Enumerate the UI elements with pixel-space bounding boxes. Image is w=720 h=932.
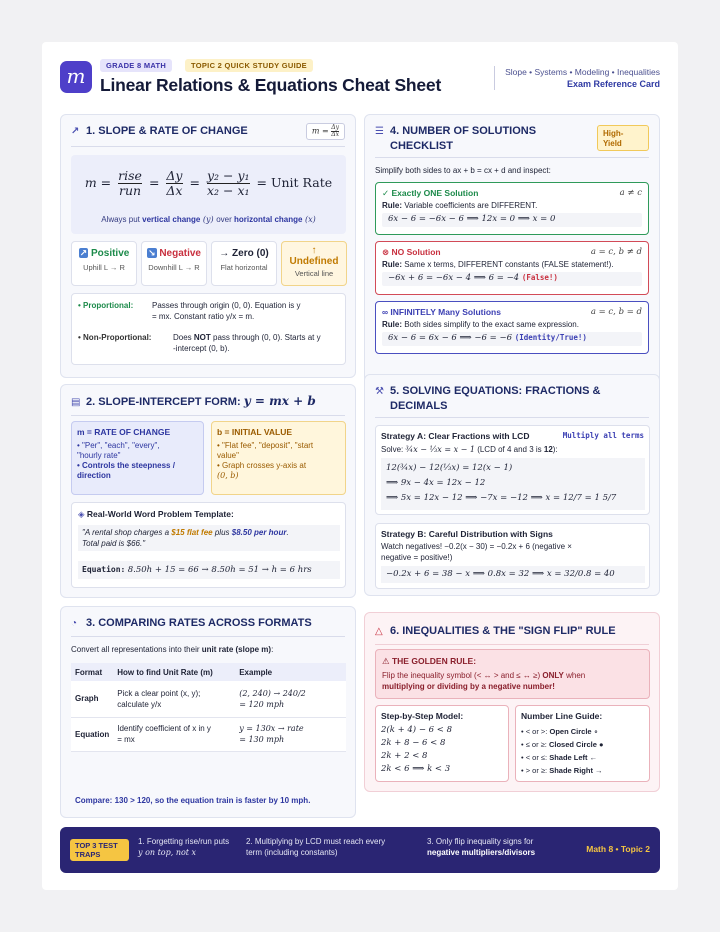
- strategy-a-steps: 12(¾x) − 12(⅓x) = 12(x − 1) ⟹ 9x − 4x = 12x − 12 ⟹ 5x = 12x − 12 ⟹ −7x = −12 ⟹ x = 12/7 = 1 5/7: [381, 458, 645, 510]
- m-definition-box: [71, 421, 204, 495]
- section-slope: [60, 114, 356, 378]
- header-topics: [494, 66, 660, 90]
- proportional-label: • Proportional:: [78, 301, 134, 310]
- strategy-a-box: [375, 425, 650, 515]
- infinite-solutions-box: ∞ INFINITELY Many Solutions a = c, b = d Rule: Both sides simplify to the exact same expression. 6x − 6 = 6x − 6 ⟹ −6 = −6 (Identity/True!): [375, 301, 649, 354]
- footer-tag: Math 8 • Topic 2: [586, 844, 650, 854]
- number-line-items: • < or >: Open Circle ∘ • ≤ or ≥: Closed Circle ● • < or ≤: Shade Left ← • > or ≥: Shade Right →: [521, 727, 604, 775]
- divider: [375, 644, 649, 645]
- table-row: Graph Pick a clear point (x, y); calculate y/x (2, 240) → 240/2 = 120 mph: [71, 681, 346, 717]
- formula-note: Always put vertical change (y) over horizontal change (x): [101, 215, 316, 224]
- logo-icon: m: [60, 61, 92, 93]
- step-model-box: [375, 705, 509, 782]
- proportional-text: Passes through origin (0, 0). Equation is y = mx. Constant ratio y/x = m.: [152, 301, 301, 321]
- m-head: m = RATE OF CHANGE: [77, 427, 171, 437]
- m-items: • "Per", "each", "every", "hourly rate" • Controls the steepness / direction: [77, 441, 175, 480]
- number-line-guide-box: [515, 705, 650, 782]
- traps-badge: TOP 3 TEST TRAPS: [70, 839, 129, 861]
- layers-icon: ☰: [375, 126, 384, 137]
- check-icon: ✓ Exactly ONE Solution: [382, 188, 479, 198]
- section-title: ↗ 1. SLOPE & RATE OF CHANGE: [71, 125, 248, 137]
- slope-card-negative: ↘ Negative Downhill L → R: [141, 241, 207, 286]
- b-items: • "Flat fee", "deposit", "start value" • Graph crosses y-axis at (0, b): [217, 441, 314, 480]
- trap-1: 1. Forgetting rise/run puts y on top, not x: [138, 837, 230, 857]
- section-title: ◔ 3. COMPARING RATES ACROSS FORMATS: [71, 617, 312, 629]
- high-yield-badge: High- Yield: [597, 125, 649, 151]
- section-solving-equations: [364, 374, 660, 596]
- strategy-a-solve: Solve: ¾x − ⅓x = x − 1 (LCD of 4 and 3 is 12):: [381, 445, 558, 454]
- tag-icon: ◈: [78, 509, 85, 519]
- trap-3: 3. Only flip inequality signs for negative multipliers/divisors: [427, 837, 536, 857]
- step-model-title: Step-by-Step Model:: [381, 711, 464, 721]
- divider: [71, 415, 345, 416]
- rates-table: [71, 663, 346, 752]
- slope-card-undefined: ↑ Undefined Vertical line: [281, 241, 347, 286]
- section-title: △ 6. INEQUALITIES & THE "SIGN FLIP" RULE: [375, 625, 616, 637]
- trap-2: 2. Multiplying by LCD must reach every term (including constants): [246, 837, 386, 857]
- right-arrow-icon: →: [219, 248, 230, 259]
- section-comparing-rates: [60, 606, 356, 818]
- section-number-of-solutions: [364, 114, 660, 410]
- strategy-a-tag: Multiply all terms: [562, 431, 644, 440]
- word-problem-box: [71, 502, 346, 588]
- strategy-b-box: [375, 523, 650, 589]
- table-row: Equation Identify coefficient of x in y = mx y = 130x → rate = 130 mph: [71, 717, 346, 751]
- table-header-row: Format How to find Unit Rate (m) Example: [71, 663, 346, 681]
- divider: [375, 417, 649, 418]
- golden-rule-text: Flip the inequality symbol (< ↔ > and ≤ ↔ ≥) ONLY when multiplying or dividing by a negative number!: [382, 671, 586, 691]
- slope-card-positive: ↗ Positive Uphill L → R: [71, 241, 137, 286]
- strategy-b-title: Strategy B: Careful Distribution with Signs: [381, 529, 553, 539]
- downhill-arrow-icon: ↘: [147, 248, 156, 258]
- slope-tag: m = $\frac{\Delta y}{\Delta x}$: [306, 123, 345, 140]
- word-problem-title: ◈ Real-World Word Problem Template:: [78, 509, 234, 519]
- non-proportional-label: • Non-Proportional:: [78, 333, 152, 342]
- uphill-arrow-icon: ↗: [79, 248, 88, 258]
- slope-formula: m = $\frac{\text{rise}}{\text{run}}$ = $\frac{\Delta y}{\Delta x}$ = $\frac{\text{y₂ − y₁}}{\text{x₂ − x₁}}$ = Unit Rate: [84, 168, 333, 198]
- warning-triangle-icon: △: [375, 626, 383, 637]
- rates-intro: Convert all representations into their unit rate (slope m):: [71, 645, 274, 654]
- cheat-sheet-page: [42, 42, 678, 890]
- divider: [71, 146, 345, 147]
- strategy-b-text: Watch negatives! −0.2(x − 30) = −0.2x + 6 (negative × negative = positive!): [381, 542, 572, 562]
- solutions-intro: Simplify both sides to ax + b = cx + d and inspect:: [375, 166, 551, 175]
- word-problem-equation: Equation: 8.50h + 15 = 66 → 8.50h = 51 → h = 6 hrs: [78, 561, 340, 579]
- divider: [71, 636, 345, 637]
- step-model-lines: 2(k + 4) − 6 < 8 2k + 8 − 6 < 8 2k + 2 < 8 2k < 6 ⟹ k < 3: [381, 725, 452, 774]
- compare-note: Compare: 130 > 120, so the equation train is faster by 10 mph.: [75, 796, 311, 805]
- section-title: ▤ 2. SLOPE-INTERCEPT FORM: y = mx + b: [71, 394, 316, 408]
- strategy-a-title: Strategy A: Clear Fractions with LCD: [381, 431, 530, 441]
- topics-list: Slope • Systems • Modeling • Inequalities: [505, 67, 660, 77]
- slope-formula-box: [71, 155, 346, 234]
- slope-card-zero: → Zero (0) Flat horizontal: [211, 241, 277, 286]
- word-problem-text: "A rental shop charges a $15 flat fee plus $8.50 per hour. Total paid is $66.": [78, 525, 340, 551]
- non-proportional-text: Does NOT pass through (0, 0). Starts at y -intercept (0, b).: [173, 333, 321, 353]
- b-definition-box: [211, 421, 346, 495]
- up-arrow-icon: ↑: [311, 245, 317, 256]
- page-title: Linear Relations & Equations Cheat Sheet: [100, 75, 442, 95]
- golden-rule-box: [375, 649, 650, 699]
- infinity-icon: ∞ INFINITELY Many Solutions: [382, 307, 501, 317]
- no-solution-box: ⊗ NO Solution a = c, b ≠ d Rule: Same x terms, DIFFERENT constants (FALSE statement!). −6x + 6 = −6x − 4 ⟹ 6 = −4 (False!): [375, 241, 649, 295]
- header: [60, 58, 660, 102]
- gauge-icon: ◔: [71, 618, 78, 629]
- grade-badge: GRADE 8 MATH: [100, 59, 172, 72]
- x-circle-icon: ⊗ NO Solution: [382, 247, 441, 257]
- number-line-title: Number Line Guide:: [521, 711, 603, 721]
- one-solution-box: ✓ Exactly ONE Solution a ≠ c Rule: Variable coefficients are DIFFERENT. 6x − 6 = −6x − 6 ⟹ 12x = 0 ⟹ x = 0: [375, 182, 649, 235]
- document-icon: ▤: [71, 397, 81, 408]
- section-slope-intercept: [60, 384, 356, 598]
- b-head: b = INITIAL VALUE: [217, 427, 293, 437]
- divider: [375, 157, 649, 158]
- section-title: ⚒ 5. SOLVING EQUATIONS: FRACTIONS & DECIMALS: [375, 385, 601, 412]
- footer-traps: [60, 827, 660, 873]
- wrench-icon: ⚒: [375, 386, 384, 397]
- golden-rule-title: ⚠ THE GOLDEN RULE:: [382, 656, 477, 666]
- card-type: Exam Reference Card: [566, 79, 660, 89]
- section-title: ☰ 4. NUMBER OF SOLUTIONS CHECKLIST: [375, 125, 537, 152]
- strategy-b-equation: −0.2x + 6 = 38 − x ⟹ 0.8x = 32 ⟹ x = 32/0.8 = 40: [381, 566, 645, 583]
- section-inequalities: [364, 612, 660, 792]
- trend-up-icon: ↗: [71, 126, 80, 137]
- topic-badge: TOPIC 2 QUICK STUDY GUIDE: [185, 59, 313, 72]
- proportional-definitions: [71, 293, 346, 365]
